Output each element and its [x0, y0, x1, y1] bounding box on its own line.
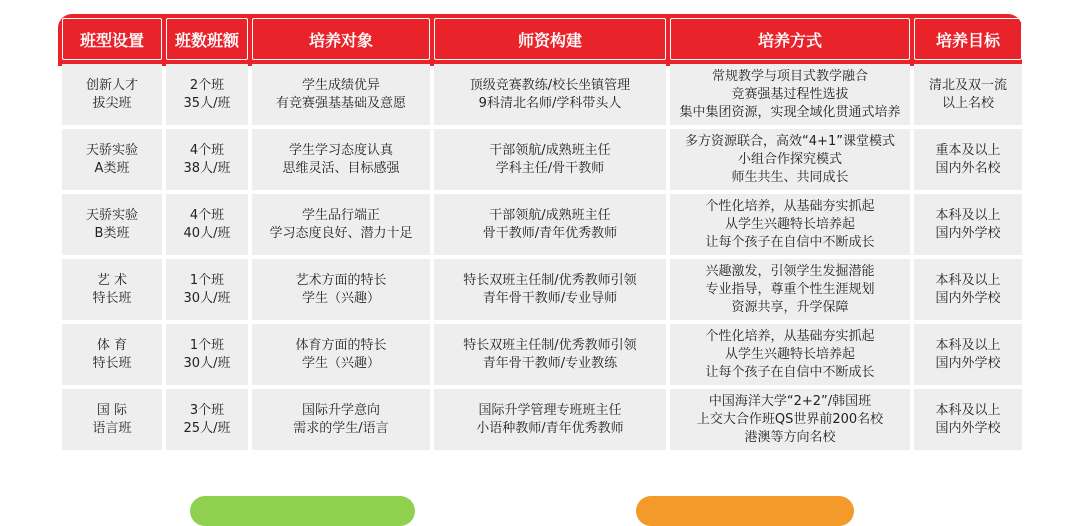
- cell-class-type: 体 育 特长班: [62, 324, 162, 385]
- cell-faculty: 特长双班主任制/优秀教师引领 青年骨干教师/专业导师: [434, 259, 666, 320]
- cell-class-type: 天骄实验 B类班: [62, 194, 162, 255]
- cell-class-type: 天骄实验 A类班: [62, 129, 162, 190]
- cell-class-size: 1个班 30人/班: [166, 324, 248, 385]
- header-method: 培养方式: [670, 18, 910, 60]
- cell-target: 学生学习态度认真 思维灵活、目标感强: [252, 129, 430, 190]
- cell-method: 兴趣激发，引领学生发掘潜能 专业指导，尊重个性生涯规划 资源共享，升学保障: [670, 259, 910, 320]
- green-pill-shape: [190, 496, 415, 526]
- header-class-type: 班型设置: [62, 18, 162, 60]
- table-row: [62, 389, 1022, 450]
- cell-goal: 重本及以上 国内外名校: [914, 129, 1022, 190]
- cell-faculty: 特长双班主任制/优秀教师引领 青年骨干教师/专业教练: [434, 324, 666, 385]
- cell-target: 体育方面的特长 学生（兴趣）: [252, 324, 430, 385]
- cell-goal: 本科及以上 国内外学校: [914, 194, 1022, 255]
- table-row: [62, 324, 1022, 385]
- orange-pill-shape: [636, 496, 854, 526]
- table-row: [62, 64, 1022, 125]
- cell-class-size: 1个班 30人/班: [166, 259, 248, 320]
- table-row: [62, 259, 1022, 320]
- cell-method: 个性化培养，从基础夯实抓起 从学生兴趣特长培养起 让每个孩子在自信中不断成长: [670, 194, 910, 255]
- cell-class-type: 国 际 语言班: [62, 389, 162, 450]
- table-row: [62, 194, 1022, 255]
- cell-method: 常规教学与项目式教学融合 竞赛强基过程性选拔 集中集团资源，实现全域化贯通式培养: [670, 64, 910, 125]
- cell-goal: 本科及以上 国内外学校: [914, 389, 1022, 450]
- cell-goal: 本科及以上 国内外学校: [914, 259, 1022, 320]
- header-target: 培养对象: [252, 18, 430, 60]
- class-table: [58, 14, 1022, 454]
- cell-target: 学生成绩优异 有竞赛强基基础及意愿: [252, 64, 430, 125]
- cell-faculty: 顶级竞赛教练/校长坐镇管理 9科清北名师/学科带头人: [434, 64, 666, 125]
- cell-target: 艺术方面的特长 学生（兴趣）: [252, 259, 430, 320]
- cell-target: 国际升学意向 需求的学生/语言: [252, 389, 430, 450]
- cell-class-size: 2个班 35人/班: [166, 64, 248, 125]
- header-faculty: 师资构建: [434, 18, 666, 60]
- table-row: [62, 129, 1022, 190]
- class-table-panel: [58, 14, 1022, 484]
- cell-method: 中国海洋大学“2+2”/韩国班 上交大合作班QS世界前200名校 港澳等方向名校: [670, 389, 910, 450]
- cell-faculty: 干部领航/成熟班主任 学科主任/骨干教师: [434, 129, 666, 190]
- cell-goal: 本科及以上 国内外学校: [914, 324, 1022, 385]
- cell-class-size: 4个班 38人/班: [166, 129, 248, 190]
- cell-method: 多方资源联合，高效“4+1”课堂模式 小组合作探究模式 师生共生、共同成长: [670, 129, 910, 190]
- cell-faculty: 国际升学管理专班班主任 小语种教师/青年优秀教师: [434, 389, 666, 450]
- cell-class-type: 艺 术 特长班: [62, 259, 162, 320]
- header-goal: 培养目标: [914, 18, 1022, 60]
- header-row: [62, 18, 1022, 60]
- cell-faculty: 干部领航/成熟班主任 骨干教师/青年优秀教师: [434, 194, 666, 255]
- cell-target: 学生品行端正 学习态度良好、潜力十足: [252, 194, 430, 255]
- cell-class-size: 4个班 40人/班: [166, 194, 248, 255]
- header-class-size: 班数班额: [166, 18, 248, 60]
- cell-class-type: 创新人才 拔尖班: [62, 64, 162, 125]
- cell-class-size: 3个班 25人/班: [166, 389, 248, 450]
- cell-goal: 清北及双一流 以上名校: [914, 64, 1022, 125]
- cell-method: 个性化培养，从基础夯实抓起 从学生兴趣特长培养起 让每个孩子在自信中不断成长: [670, 324, 910, 385]
